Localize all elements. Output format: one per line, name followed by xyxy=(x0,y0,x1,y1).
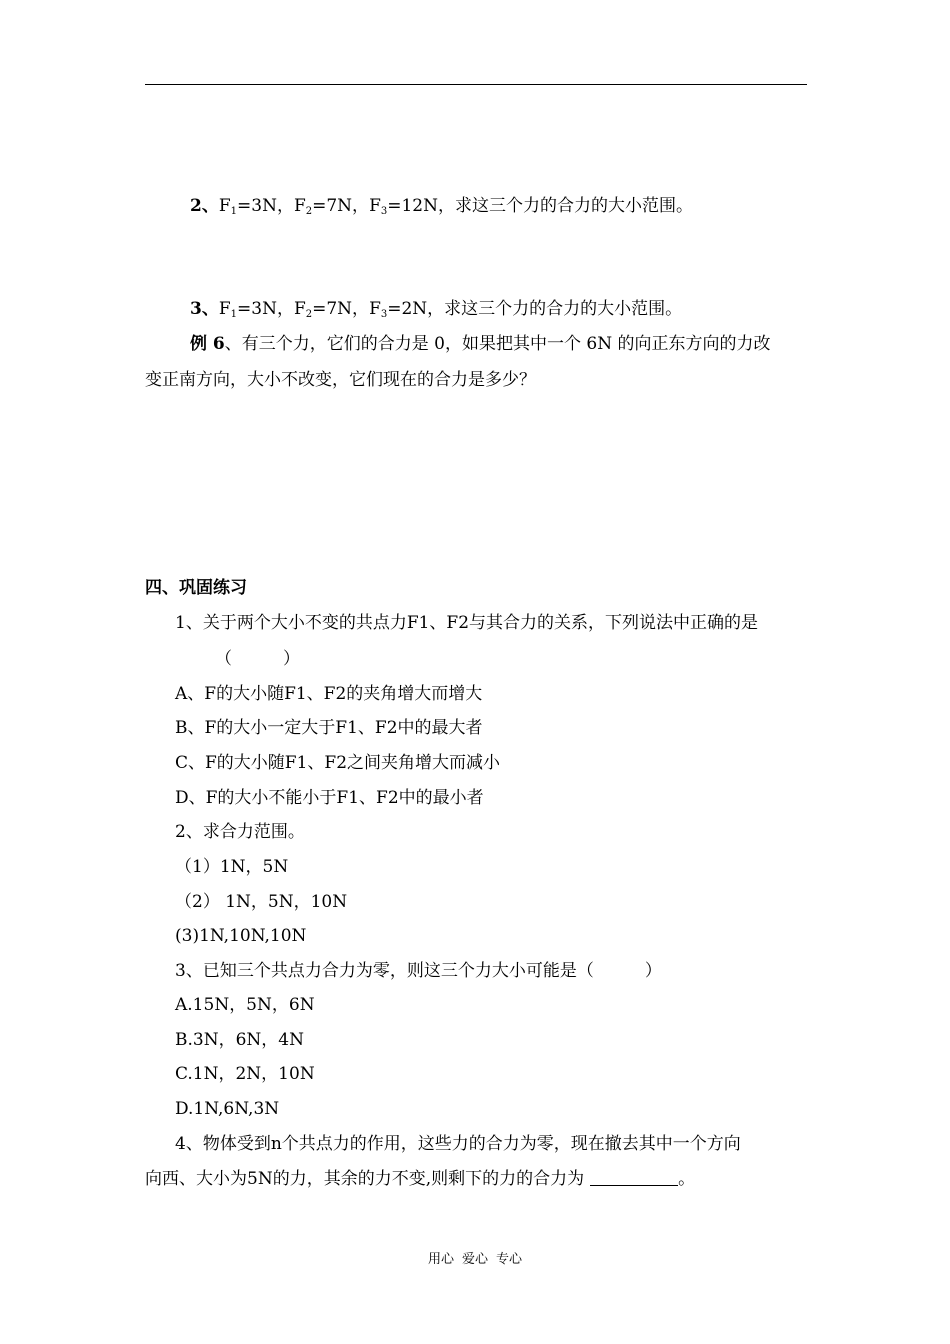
f2-value: =7N， xyxy=(312,299,370,319)
option-b: B.3N，6N，4N xyxy=(175,1030,304,1050)
exercise-2-item-3: (3)1N,10N,10N xyxy=(175,926,307,946)
f1-value: =3N， xyxy=(237,299,294,319)
question-3 xyxy=(190,297,682,327)
example-text: 、有三个力，它们的合力是 0，如果把其中一个 6N 的向正东方向的力改 xyxy=(224,334,771,354)
example-6-line1 xyxy=(190,332,770,356)
option-c: C.1N，2N，10N xyxy=(175,1064,315,1084)
f3-label: F xyxy=(369,299,381,319)
footer-text: 爱心 xyxy=(461,1252,488,1267)
header-rule xyxy=(145,84,807,85)
exercise-4-text: 向西、大小为5N的力，其余的力不变,则剩下的力的合力为 xyxy=(145,1169,585,1189)
f1-label: F xyxy=(218,196,231,216)
option-d: D、F的大小不能小于F1、F2中的最小者 xyxy=(175,788,484,808)
section-4-title: 四、巩固练习 xyxy=(145,578,247,598)
question-text: 求这三个力的合力的大小范围。 xyxy=(455,196,693,216)
option-b: B、F的大小一定大于F1、F2中的最大者 xyxy=(175,718,483,738)
option-c: C、F的大小随F1、F2之间夹角增大而减小 xyxy=(175,753,501,773)
example-label: 例 6 xyxy=(190,334,225,354)
exercise-3-stem: 3、已知三个共点力合力为零，则这三个力大小可能是（ ） xyxy=(175,961,662,981)
example-6-line2: 变正南方向，大小不改变，它们现在的合力是多少？ xyxy=(145,370,536,390)
option-a: A.15N，5N，6N xyxy=(175,995,315,1015)
footer-text: 专心 xyxy=(496,1252,523,1267)
f2-label: F xyxy=(293,299,306,319)
f3-value: =12N， xyxy=(387,196,455,216)
exercise-4-line1: 4、物体受到n个共点力的作用，这些力的合力为零，现在撤去其中一个方向 xyxy=(175,1134,741,1154)
option-d: D.1N,6N,3N xyxy=(175,1099,280,1119)
option-a: A、F的大小随F1、F2的夹角增大而增大 xyxy=(175,684,483,704)
f1-sub: 1 xyxy=(230,309,238,320)
f3-sub: 3 xyxy=(380,206,388,217)
f2-value: =7N， xyxy=(312,196,370,216)
f2-sub: 2 xyxy=(305,309,313,320)
f1-label: F xyxy=(218,299,231,319)
exercise-2-stem: 2、求合力范围。 xyxy=(175,822,305,842)
f2-sub: 2 xyxy=(305,206,313,217)
f2-label: F xyxy=(293,196,306,216)
period: 。 xyxy=(678,1169,696,1189)
f3-sub: 3 xyxy=(380,309,388,320)
f1-value: =3N， xyxy=(237,196,294,216)
question-text: 求这三个力的合力的大小范围。 xyxy=(444,299,683,319)
f3-label: F xyxy=(369,196,381,216)
question-number: 2、 xyxy=(190,196,219,216)
exercise-2-item-2: （2） 1N，5N，10N xyxy=(175,892,348,912)
exercise-4-line2 xyxy=(145,1167,695,1191)
exercise-1-paren: （ ） xyxy=(215,649,300,669)
answer-blank[interactable] xyxy=(590,1169,678,1186)
f3-value: =2N， xyxy=(387,299,445,319)
question-number: 3、 xyxy=(190,299,219,319)
footer xyxy=(0,1248,950,1267)
footer-text: 用心 xyxy=(427,1252,454,1267)
question-2 xyxy=(190,194,693,224)
f1-sub: 1 xyxy=(230,206,238,217)
exercise-2-item-1: （1）1N，5N xyxy=(175,857,289,877)
exercise-1-stem: 1、关于两个大小不变的共点力F1、F2与其合力的关系，下列说法中正确的是 xyxy=(175,613,759,633)
